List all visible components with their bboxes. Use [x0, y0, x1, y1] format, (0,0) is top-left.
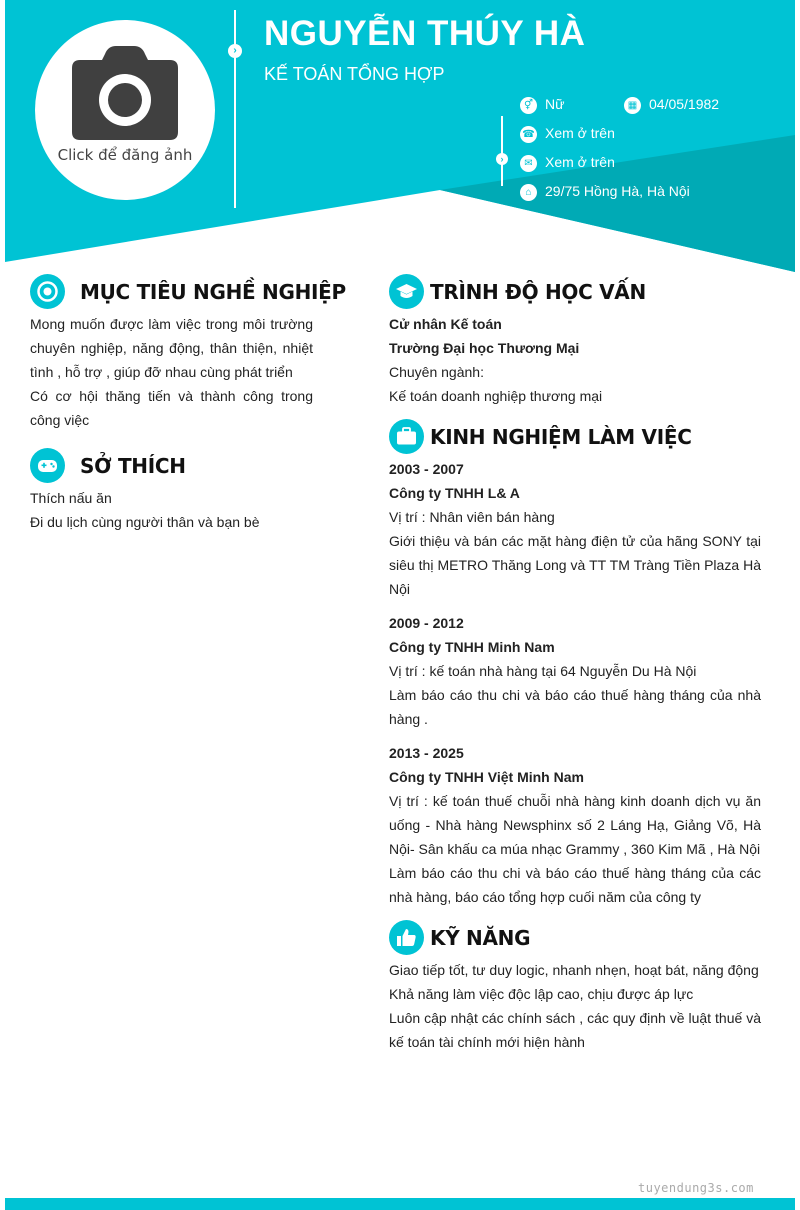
experience-list	[389, 457, 761, 909]
photo-upload-label: Click để đăng ảnh	[57, 146, 193, 164]
camera-icon	[70, 46, 180, 141]
email-icon: ✉	[520, 155, 537, 172]
skills-list	[389, 958, 761, 1054]
gender-info	[520, 95, 564, 114]
header-divider	[234, 10, 236, 208]
education-details	[389, 312, 761, 408]
experience-heading: KINH NGHIỆM LÀM VIỆC	[430, 425, 692, 449]
phone-value: Xem ở trên	[545, 125, 615, 141]
skill-item: Luôn cập nhật các chính sách , các quy định về luật thuế và kế toán tài chính mới hiện hành	[389, 1010, 761, 1050]
job-entry	[389, 611, 761, 731]
hobbies-heading: SỞ THÍCH	[80, 454, 186, 478]
job-entry	[389, 741, 761, 909]
objective-text	[30, 312, 313, 432]
objective-paragraph: Có cơ hội thăng tiến và thành công trong công việc	[30, 388, 313, 428]
job-description: Làm báo cáo thu chi và báo cáo thuế hàng tháng của nhà hàng .	[389, 687, 761, 727]
briefcase-icon	[389, 419, 424, 454]
job-company: Công ty TNHH Việt Minh Nam	[389, 769, 584, 785]
education-heading: TRÌNH ĐỘ HỌC VẤN	[430, 280, 646, 304]
watermark: tuyendung3s.com	[638, 1181, 754, 1195]
job-position: Vị trí : kế toán nhà hàng tại 64 Nguyễn Du Hà Nội	[389, 663, 697, 679]
job-position: Vị trí : kế toán thuế chuỗi nhà hàng kinh doanh dịch vụ ăn uống - Nhà hàng Newsphinx số 2 Láng Hạ, Giảng Võ, Hà Nội- Sân khấu ca múa nhạc Grammy , 360 Kim Mã , Hà Nội	[389, 793, 761, 857]
candidate-name: NGUYỄN THÚY HÀ	[264, 14, 586, 53]
address-info	[520, 182, 690, 201]
job-title: KẾ TOÁN TỔNG HỢP	[264, 64, 445, 84]
skills-heading: KỸ NĂNG	[430, 926, 531, 950]
objective-heading: MỤC TIÊU NGHỀ NGHIỆP	[80, 280, 346, 304]
job-description: Làm báo cáo thu chi và báo cáo thuế hàng tháng của các nhà hàng, báo cáo tổng hợp cuối năm của công ty	[389, 865, 761, 905]
address-value: 29/75 Hồng Hà, Hà Nội	[545, 183, 690, 199]
hobby-item: Thích nấu ăn	[30, 490, 112, 506]
gamepad-icon	[30, 448, 65, 483]
job-period: 2003 - 2007	[389, 461, 464, 477]
major-label: Chuyên ngành:	[389, 364, 484, 380]
chevron-right-icon: ›	[496, 153, 508, 165]
job-entry	[389, 457, 761, 601]
gender-icon: ⚥	[520, 97, 537, 114]
email-value: Xem ở trên	[545, 154, 615, 170]
degree: Cử nhân Kế toán	[389, 316, 502, 332]
email-info	[520, 153, 615, 172]
home-icon: ⌂	[520, 184, 537, 201]
objective-paragraph: Mong muốn được làm việc trong môi trường chuyên nghiệp, năng động, thân thiện, nhiệt tình , hỗ trợ , giúp đỡ nhau cùng phát triển	[30, 316, 313, 380]
job-period: 2013 - 2025	[389, 745, 464, 761]
job-period: 2009 - 2012	[389, 615, 464, 631]
birthdate-value: 04/05/1982	[649, 96, 720, 112]
calendar-icon: ▦	[624, 97, 641, 114]
phone-icon: ☎	[520, 126, 537, 143]
birthdate-info	[624, 95, 719, 114]
chevron-right-icon: ›	[228, 44, 242, 58]
job-company: Công ty TNHH Minh Nam	[389, 639, 555, 655]
thumbs-up-icon	[389, 920, 424, 955]
graduation-cap-icon	[389, 274, 424, 309]
phone-info	[520, 124, 615, 143]
hobby-item: Đi du lịch cùng người thân và bạn bè	[30, 514, 260, 530]
footer-bar	[5, 1198, 795, 1210]
skill-item: Giao tiếp tốt, tư duy logic, nhanh nhẹn, hoạt bát, năng động	[389, 962, 759, 978]
job-company: Công ty TNHH L& A	[389, 485, 520, 501]
target-icon	[30, 274, 65, 309]
major: Kế toán doanh nghiệp thương mại	[389, 388, 603, 404]
contact-divider	[501, 116, 503, 186]
school: Trường Đại học Thương Mại	[389, 340, 580, 356]
skill-item: Khả năng làm việc độc lập cao, chịu được áp lực	[389, 986, 694, 1002]
hobbies-list	[30, 486, 313, 534]
job-description: Giới thiệu và bán các mặt hàng điện tử của hãng SONY tại siêu thị METRO Thăng Long và TT TM Tràng Tiền Plaza Hà Nội	[389, 533, 761, 597]
profile-photo-upload[interactable]	[35, 20, 215, 200]
gender-value: Nữ	[545, 96, 565, 112]
job-position: Vị trí : Nhân viên bán hàng	[389, 509, 555, 525]
